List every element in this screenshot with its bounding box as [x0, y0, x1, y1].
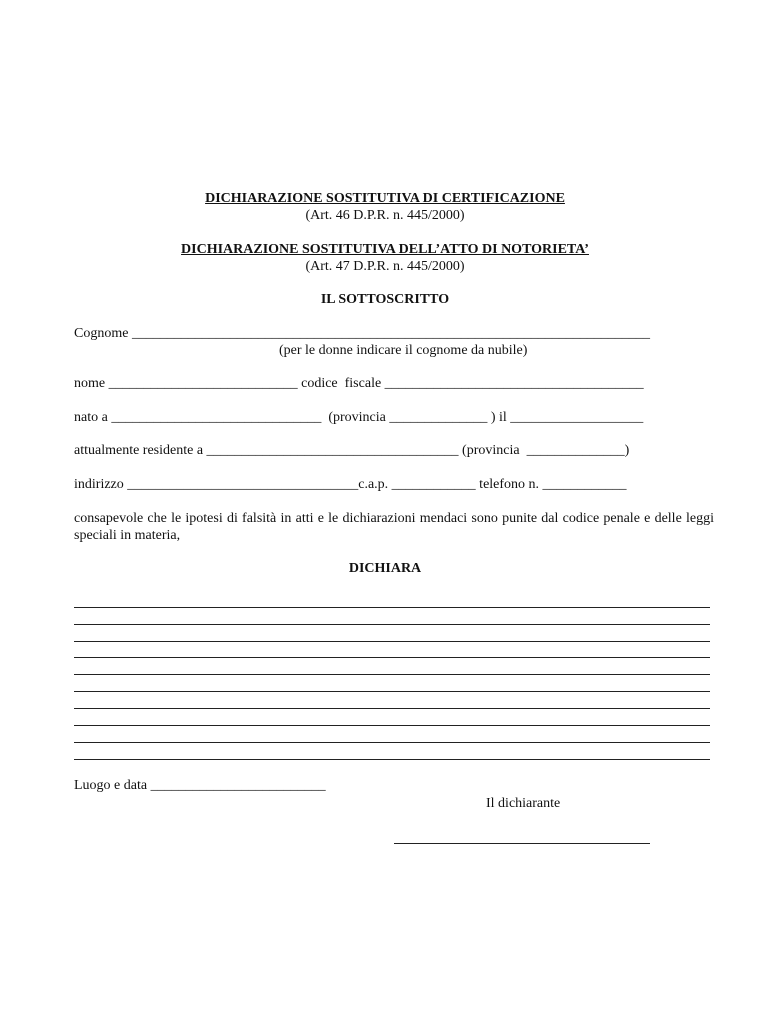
title-atto-notorieta: DICHIARAZIONE SOSTITUTIVA DELL’ATTO DI NOTORIETA’ — [181, 242, 589, 257]
field-residenza: attualmente residente a ____________________________________ (provincia ______________) — [74, 443, 630, 458]
blank-line — [74, 742, 710, 743]
cognome-note: (per le donne indicare il cognome da nubile) — [279, 343, 528, 358]
section-sottoscritto: IL SOTTOSCRITTO — [320, 292, 450, 307]
blank-line — [74, 624, 710, 625]
field-nato-provincia: nato a ______________________________ (provincia ______________ ) il ___________________ — [74, 410, 644, 425]
title-certificazione: DICHIARAZIONE SOSTITUTIVA DI CERTIFICAZIONE — [205, 191, 565, 206]
signature-line — [394, 843, 650, 844]
blank-line — [74, 641, 710, 642]
dichiarante-label: Il dichiarante — [486, 796, 561, 811]
field-nome-codice-fiscale: nome ___________________________ codice fiscale _____________________________________ — [74, 376, 644, 391]
blank-line — [74, 725, 710, 726]
field-indirizzo: indirizzo _________________________________c.a.p. ____________ telefono n. ____________ — [74, 477, 627, 492]
luogo-e-data: Luogo e data _________________________ — [74, 778, 326, 793]
blank-line — [74, 691, 710, 692]
blank-line — [74, 674, 710, 675]
declaration-text: consapevole che le ipotesi di falsità in atti e le dichiarazioni mendaci sono punite dal codice penale e delle leggi speciali in materia, — [74, 511, 714, 543]
blank-line — [74, 657, 710, 658]
heading-dichiara: DICHIARA — [348, 561, 422, 576]
blank-line — [74, 759, 710, 760]
blank-line — [74, 607, 710, 608]
subtitle-art-47: (Art. 47 D.P.R. n. 445/2000) — [305, 259, 465, 274]
subtitle-art-46: (Art. 46 D.P.R. n. 445/2000) — [305, 208, 465, 223]
field-cognome: Cognome __________________________________________________________________________ — [74, 326, 650, 341]
blank-line — [74, 708, 710, 709]
